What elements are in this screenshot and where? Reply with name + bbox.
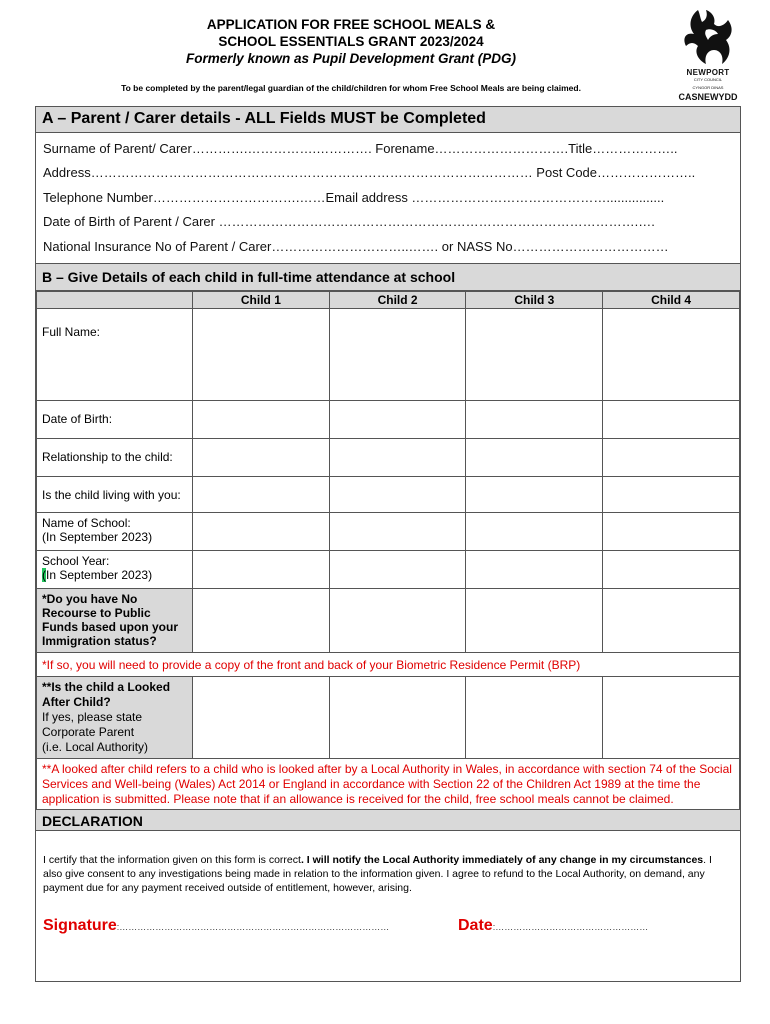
table-row-lac-note xyxy=(37,759,740,811)
parent-dob-field-line[interactable]: Date of Birth of Parent / Carer …………………………………………………………………………………….…. xyxy=(43,214,655,229)
table-row-nrpf xyxy=(37,589,740,653)
cell-child-1-relationship[interactable] xyxy=(193,439,330,477)
declaration-text xyxy=(43,853,733,895)
form-header xyxy=(0,0,770,104)
date-field[interactable] xyxy=(458,917,648,935)
label-living: Is the child living with you: xyxy=(37,477,193,513)
section-a-heading: A – Parent / Carer details - ALL Fields MUST be Completed xyxy=(36,107,740,133)
cell-child-2-school-name[interactable] xyxy=(329,513,466,551)
column-child-4: Child 4 xyxy=(603,292,740,309)
cell-child-4-nrpf[interactable] xyxy=(603,589,740,653)
column-child-2: Child 2 xyxy=(329,292,466,309)
table-header-row xyxy=(37,292,740,309)
cell-child-3-lac[interactable] xyxy=(466,677,603,759)
cell-child-4-school-year[interactable] xyxy=(603,551,740,589)
title-block xyxy=(36,16,666,67)
label-lac xyxy=(37,677,193,759)
date-label: Date xyxy=(458,917,493,934)
cell-child-2-nrpf[interactable] xyxy=(329,589,466,653)
cell-child-4-dob[interactable] xyxy=(603,401,740,439)
title-line-2: SCHOOL ESSENTIALS GRANT 2023/2024 xyxy=(218,34,484,49)
logo-text-cyngor: CYNGOR DINAS xyxy=(692,85,724,90)
cell-child-1-nrpf[interactable] xyxy=(193,589,330,653)
cell-child-3-living[interactable] xyxy=(466,477,603,513)
cell-child-1-lac[interactable] xyxy=(193,677,330,759)
label-relationship: Relationship to the child: xyxy=(37,439,193,477)
cell-child-2-school-year[interactable] xyxy=(329,551,466,589)
lac-note: **A looked after child refers to a child who is looked after by a Local Authority in Wales, in accordance with section 74 of the Social Services and Well-being (Wales) Act 2014 or England in accordance with Section 22 of the Children Act 1989 at the time the application is submitted. Please note that if an allowance is received for the child, free school meals cannot be claimed. xyxy=(37,759,740,811)
label-school-name-line2: (In September 2023) xyxy=(42,530,153,544)
cell-child-4-relationship[interactable] xyxy=(603,439,740,477)
cell-child-3-relationship[interactable] xyxy=(466,439,603,477)
label-school-year-line2 xyxy=(42,568,187,582)
label-school-name-line1: Name of School: xyxy=(42,516,131,530)
cell-child-4-full-name[interactable] xyxy=(603,309,740,401)
cell-child-3-full-name[interactable] xyxy=(466,309,603,401)
logo-text-casnewydd: CASNEWYDD xyxy=(678,92,738,102)
column-child-3: Child 3 xyxy=(466,292,603,309)
label-dob: Date of Birth: xyxy=(37,401,193,439)
label-school-year xyxy=(37,551,193,589)
table-row-nrpf-note xyxy=(37,653,740,677)
cell-child-1-dob[interactable] xyxy=(193,401,330,439)
children-details-table xyxy=(36,291,740,811)
cell-child-2-full-name[interactable] xyxy=(329,309,466,401)
section-b-heading: B – Give Details of each child in full-time attendance at school xyxy=(36,263,740,291)
highlight-mark: ( xyxy=(42,568,46,582)
table-row-school-year xyxy=(37,551,740,589)
table-row-dob xyxy=(37,401,740,439)
declaration-heading: DECLARATION xyxy=(36,809,740,831)
declaration-text-c: . I also give consent to any investigations being made in relation to the information given. I agree to refund to the Local Authority, on demand, any payment due for any payment received outside of entitlement, however, arising. xyxy=(43,854,712,894)
parent-name-field-line[interactable]: Surname of Parent/ Carer………….…………….…………. Forename………………………….Title……………….. xyxy=(43,141,678,156)
label-school-name xyxy=(37,513,193,551)
signature-label: Signature xyxy=(43,917,117,934)
cell-child-4-lac[interactable] xyxy=(603,677,740,759)
subtitle: To be completed by the parent/legal guardian of the child/children for whom Free School Meals are being claimed. xyxy=(121,83,581,93)
label-lac-line1: If yes, please state xyxy=(42,710,143,724)
label-lac-line3: (i.e. Local Authority) xyxy=(42,740,149,754)
title-line-1: APPLICATION FOR FREE SCHOOL MEALS & xyxy=(206,17,496,32)
table-row-full-name xyxy=(37,309,740,401)
council-logo xyxy=(668,6,748,104)
cell-child-3-school-name[interactable] xyxy=(466,513,603,551)
header-blank-cell xyxy=(37,292,193,309)
cell-child-2-lac[interactable] xyxy=(329,677,466,759)
label-lac-bold: **Is the child a Looked After Child? xyxy=(42,680,171,709)
date-dots: :…………………………………………… xyxy=(492,922,649,932)
cell-child-2-living[interactable] xyxy=(329,477,466,513)
label-school-year-line1: School Year: xyxy=(42,554,110,568)
declaration-text-b: . I will notify the Local Authority immediately of any change in my circumstances xyxy=(300,854,704,866)
column-child-1: Child 1 xyxy=(193,292,330,309)
application-form xyxy=(35,106,741,982)
nrpf-note: *If so, you will need to provide a copy of the front and back of your Biometric Residence Permit (BRP) xyxy=(37,653,740,677)
cell-child-3-school-year[interactable] xyxy=(466,551,603,589)
table-row-school-name xyxy=(37,513,740,551)
table-row-relationship xyxy=(37,439,740,477)
table-row-living xyxy=(37,477,740,513)
signature-field[interactable] xyxy=(43,917,389,935)
declaration-text-a: I certify that the information given on this form is correct xyxy=(43,854,301,866)
title-line-3: Formerly known as Pupil Development Grant (PDG) xyxy=(185,51,517,66)
label-lac-line2: Corporate Parent xyxy=(42,725,135,739)
cell-child-2-dob[interactable] xyxy=(329,401,466,439)
cell-child-1-school-name[interactable] xyxy=(193,513,330,551)
label-school-year-line2-text: In September 2023) xyxy=(46,568,153,582)
cell-child-1-school-year[interactable] xyxy=(193,551,330,589)
cell-child-1-full-name[interactable] xyxy=(193,309,330,401)
dragon-emblem-icon xyxy=(668,6,748,68)
table-row-lac xyxy=(37,677,740,759)
cell-child-4-living[interactable] xyxy=(603,477,740,513)
cell-child-3-nrpf[interactable] xyxy=(466,589,603,653)
cell-child-3-dob[interactable] xyxy=(466,401,603,439)
cell-child-4-school-name[interactable] xyxy=(603,513,740,551)
cell-child-1-living[interactable] xyxy=(193,477,330,513)
signature-dots: :……………………………………………………………………………… xyxy=(116,922,390,932)
logo-text-newport: NEWPORT xyxy=(686,68,730,77)
label-nrpf: *Do you have No Recourse to Public Funds based upon your Immigration status? xyxy=(37,589,193,653)
cell-child-2-relationship[interactable] xyxy=(329,439,466,477)
label-full-name: Full Name: xyxy=(37,309,193,401)
logo-text-city-council: CITY COUNCIL xyxy=(693,77,723,82)
telephone-email-field-line[interactable]: Telephone Number…………………………….……Email address ………………………………………................ xyxy=(43,190,665,205)
national-insurance-field-line[interactable]: National Insurance No of Parent / Carer…………………………..……. or NASS No……………………………… xyxy=(43,239,669,254)
address-field-line[interactable]: Address………………………………………………………………………………………… Post Code………………….. xyxy=(43,165,696,180)
